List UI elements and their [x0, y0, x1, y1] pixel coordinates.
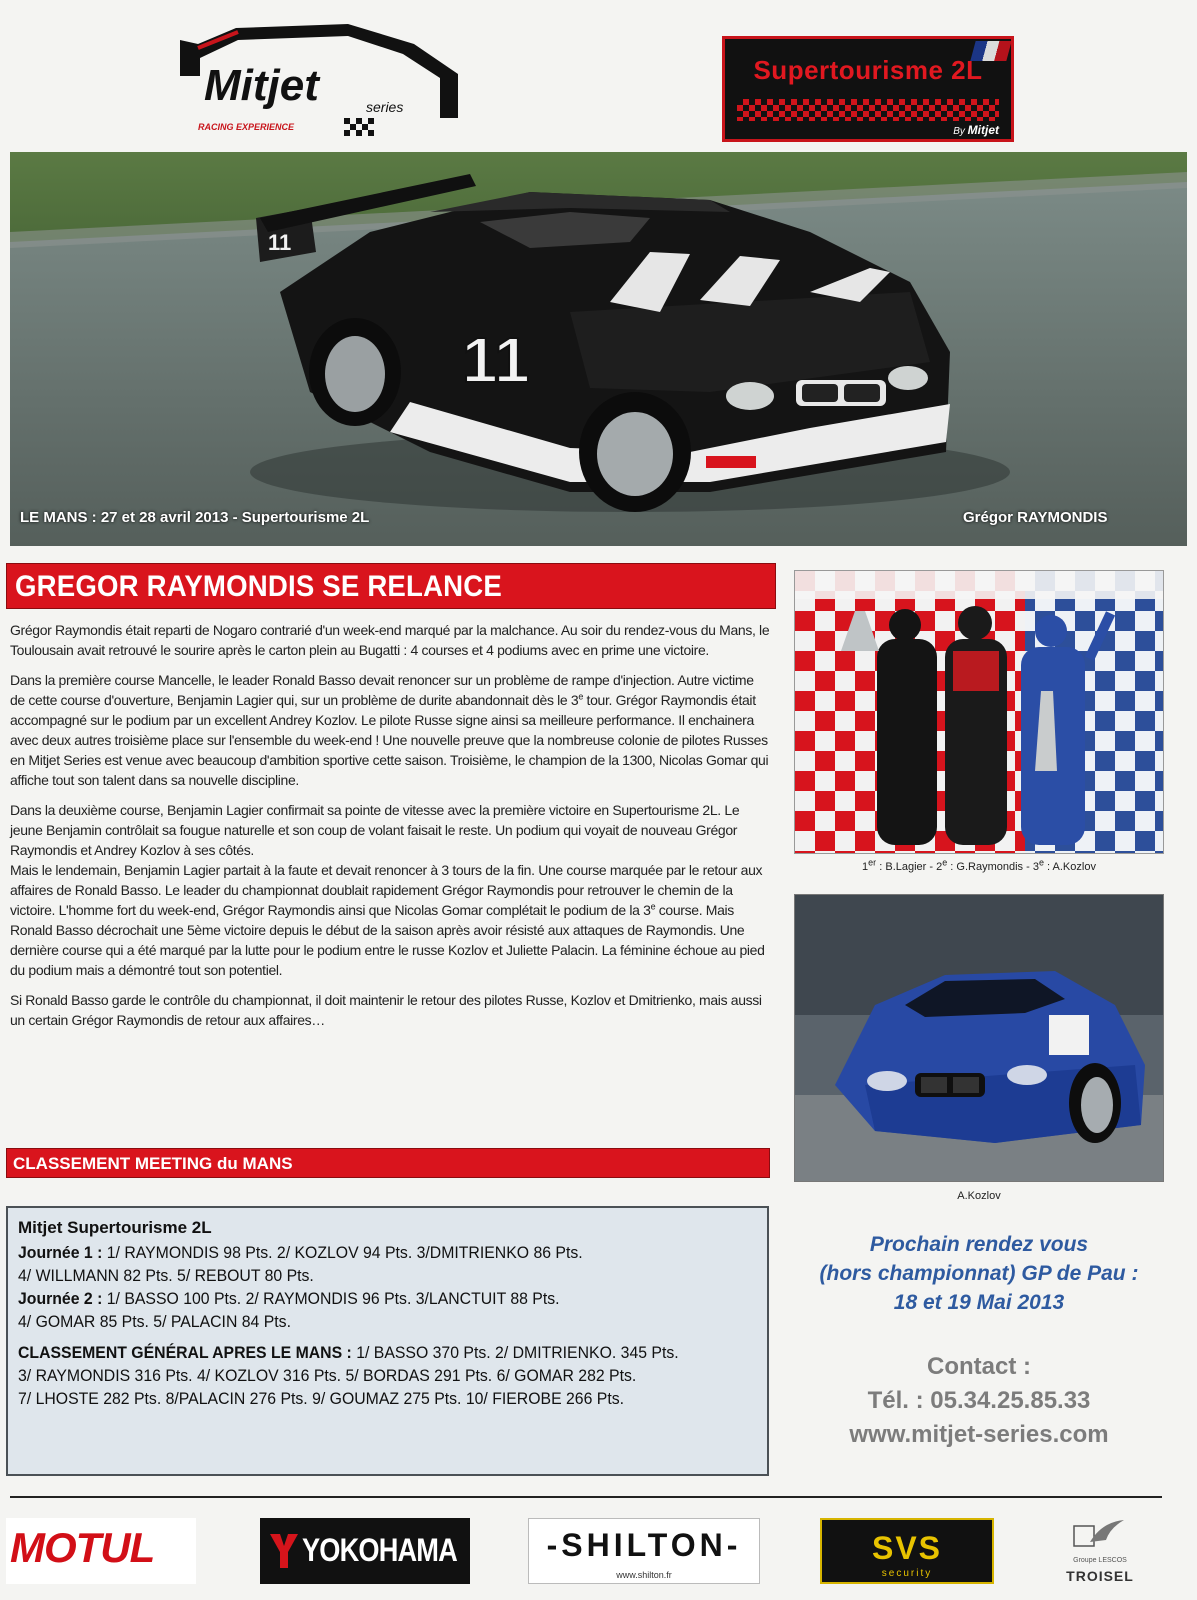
classement-title: CLASSEMENT MEETING du MANS: [13, 1154, 293, 1173]
logo-by-text: By: [953, 126, 965, 137]
article-paragraph-2: [10, 670, 772, 790]
next-event-line-3: 18 et 19 Mai 2013: [893, 1291, 1065, 1314]
hero-race-car-photo: [10, 152, 1187, 546]
article-paragraph-5: Si Ronald Basso garde le contrôle du championnat, il doit maintenir le retour des pilotes Russe, Kozlov et Dmitrienko, mais aussi un certain Grégor Raymondis de retour aux affaires…: [10, 992, 762, 1028]
article-title-banner: [6, 563, 776, 609]
p2-text-b: tour. Grégor Raymondis était accompagné sur le podium par un excellent Andrey Kozlov. Le pilote Russe signe ainsi sa meilleure performance. Il enchainera avec deux autres troisième place sur l'ensemble du week-end ! Une nouvelle preuve que la nombreuse colonie de pilotes Russes en Mitjet Series est venue avec beaucoup d'ambition sportive cette saison. Troisième, le champion de la 1300, Nicolas Gomar qui affiche tout son talent dans sa nouvelle discipline.: [10, 692, 769, 788]
door-number: 11: [462, 324, 530, 396]
podium-photo: [794, 570, 1164, 854]
troisel-group: Groupe LESCOS: [1073, 1557, 1127, 1564]
motul-text: MOTUL: [10, 1524, 155, 1571]
classement-series: Mitjet Supertourisme 2L: [18, 1218, 212, 1237]
journee-2-line-2: 4/ GOMAR 85 Pts. 5/ PALACIN 84 Pts.: [18, 1312, 291, 1331]
shilton-url: www.shilton.fr: [616, 1570, 672, 1580]
p4-sup: e: [650, 901, 656, 912]
next-event-line-2: (hors championnat) GP de Pau :: [819, 1262, 1139, 1285]
mitjet-logo-tagline: RACING EXPERIENCE: [198, 122, 295, 132]
p2-sup: e: [578, 691, 584, 702]
p4-text-a: Mais le lendemain, Benjamin Lagier partait à la faute et devait renoncer à 3 tours de la fin. Une course marquée par le retour aux affaires de Ronald Basso. Le leader du championnat doublait rapidement Grégor Raymondis pour retrouver le chemin de la victoire. L'homme fort du week-end, Grégor Raymondis ainsi que Nicolas Gomar complétait le podium de la 3: [10, 862, 763, 918]
yokohama-y-icon: [270, 1534, 298, 1568]
troisel-text: TROISEL: [1066, 1568, 1134, 1584]
kozlov-caption: A.Kozlov: [957, 1190, 1001, 1202]
general-line-2: 3/ RAYMONDIS 316 Pts. 4/ KOZLOV 316 Pts. 5/ BORDAS 291 Pts. 6/ GOMAR 282 Pts.: [18, 1366, 637, 1385]
contact-website: www.mitjet-series.com: [849, 1421, 1109, 1448]
p4-text-b: course. Mais Ronald Basso décrochait une 5ème victoire depuis le début de la saison après avoir résisté aux attaques de Raymondis. Une dernière course qui a été marqué par la lutte pour le podium entre le russe Kozlov et Juliette Palacin. La féminine échoue au pied du podium mais a démontré tout son potentiel.: [10, 902, 765, 978]
article-paragraph-3: Dans la deuxième course, Benjamin Lagier confirmait sa pointe de vitesse avec la première victoire en Supertourisme 2L. Le jeune Benjamin contrôlait sa fougue naturelle et son coup de volant faisait le reste. Un podium qui voyait de nouveau Grégor Raymondis et Andrey Kozlov à ses côtés.: [10, 802, 740, 858]
supertourisme-2l-logo: [722, 36, 1014, 142]
kozlov-car-photo: [794, 894, 1164, 1182]
sponsor-yokohama-logo: [260, 1518, 470, 1584]
classement-box: [6, 1206, 769, 1476]
troisel-bird-icon: [1040, 1518, 1160, 1554]
shilton-text: -SHILTON-: [546, 1527, 742, 1563]
svs-text: SVS: [871, 1530, 943, 1566]
general-label: CLASSEMENT GÉNÉRAL APRES LE MANS :: [18, 1343, 352, 1362]
mitjet-logo-sub: series: [366, 99, 404, 115]
podium-caption: [794, 857, 1164, 873]
sponsor-troisel-logo: [1040, 1518, 1160, 1584]
journee-1-line-1: [18, 1241, 705, 1264]
sponsor-svs-logo: [820, 1518, 994, 1584]
mitjet-series-logo: [178, 18, 468, 138]
general-line-3: 7/ LHOSTE 282 Pts. 8/PALACIN 276 Pts. 9/ GOUMAZ 275 Pts. 10/ FIEROBE 266 Pts.: [18, 1389, 625, 1408]
sponsor-shilton-logo: [528, 1518, 760, 1584]
yokohama-text: YOKOHAMA: [302, 1532, 457, 1568]
podium-caption-4: : A.Kozlov: [1043, 861, 1096, 873]
general-results-a: 1/ BASSO 370 Pts. 2/ DMITRIENKO. 345 Pts.: [351, 1343, 679, 1362]
checkered-pattern: [737, 99, 999, 121]
journee-1-label: Journée 1 :: [18, 1243, 103, 1262]
article-body: [10, 620, 772, 1040]
podium-caption-2: : B.Lagier - 2: [876, 861, 943, 873]
supertourisme-logo-by: [953, 123, 999, 137]
contact-label: Contact :: [927, 1353, 1031, 1380]
hero-caption-driver: Grégor RAYMONDIS: [963, 509, 1108, 526]
next-event-line-1: Prochain rendez vous: [869, 1233, 1089, 1256]
journee-1-results-a: 1/ RAYMONDIS 98 Pts. 2/ KOZLOV 94 Pts. 3/DMITRIENKO 86 Pts.: [102, 1243, 583, 1262]
contact-block: [794, 1350, 1164, 1452]
rear-wing-number: 11: [268, 230, 292, 255]
supertourisme-logo-title: Supertourisme 2L: [753, 55, 983, 85]
general-line-1: [18, 1341, 705, 1364]
journee-2-line-1: [18, 1287, 705, 1310]
p2-text-a: Dans la première course Mancelle, le leader Ronald Basso devait renoncer sur un problème de rampe d'injection. Autre victime de cette course d'ouverture, Benjamin Lagier qui, sur un problème de durite abandonnait dès le 3: [10, 672, 754, 708]
podium-caption-2-sup: e: [942, 857, 948, 868]
article-title: GREGOR RAYMONDIS SE RELANCE: [15, 570, 503, 603]
spacer: [18, 1333, 757, 1341]
svs-sub: security: [881, 1568, 933, 1579]
classement-title-banner: [6, 1148, 770, 1178]
journee-2-results-a: 1/ BASSO 100 Pts. 2/ RAYMONDIS 96 Pts. 3/LANCTUIT 88 Pts.: [102, 1289, 560, 1308]
mitjet-logo-text: Mitjet: [204, 61, 319, 110]
journee-1-line-2: 4/ WILLMANN 82 Pts. 5/ REBOUT 80 Pts.: [18, 1266, 314, 1285]
podium-caption-1-sup: er: [868, 857, 877, 868]
podium-caption-3-sup: e: [1038, 857, 1044, 868]
logo-brand-text: Mitjet: [967, 123, 999, 137]
hero-caption-event: LE MANS : 27 et 28 avril 2013 - Supertourisme 2L: [20, 509, 370, 526]
article-paragraph-1: Grégor Raymondis était reparti de Nogaro contrarié d'un week-end marqué par la malchance. Au soir du rendez-vous du Mans, le Toulousain avait retrouvé le sourire après le carton plein au Bugatti : 4 courses et 4 podiums avec en prime une victoire.: [10, 622, 770, 658]
journee-2-label: Journée 2 :: [18, 1289, 103, 1308]
contact-phone: Tél. : 05.34.25.85.33: [867, 1387, 1091, 1414]
podium-caption-3: : G.Raymondis - 3: [947, 861, 1039, 873]
podium-caption-1: 1: [862, 861, 869, 873]
footer-divider: [10, 1496, 1162, 1498]
next-event: [794, 1230, 1164, 1317]
checkered-flag-icon: [344, 118, 374, 136]
article-paragraph-4: [10, 860, 772, 980]
sponsor-motul-logo: [6, 1518, 196, 1584]
